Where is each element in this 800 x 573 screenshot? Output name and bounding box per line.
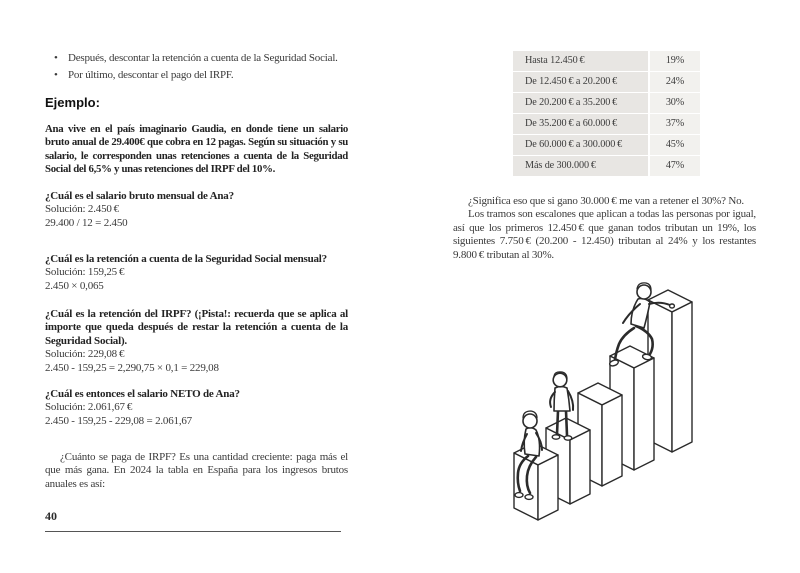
bullet-icon: • bbox=[54, 52, 58, 64]
bullet-icon: • bbox=[54, 69, 58, 82]
rate-cell: 30% bbox=[650, 93, 700, 113]
rate-cell: 37% bbox=[650, 114, 700, 134]
rate-cell: 19% bbox=[650, 51, 700, 71]
question-text: ¿Cuál es entonces el salario NETO de Ana? bbox=[45, 388, 240, 400]
bracket-cell: De 35.200 € a 60.000 € bbox=[513, 114, 648, 134]
question-block-1 bbox=[45, 190, 348, 230]
bracket-cell: De 20.200 € a 35.200 € bbox=[513, 93, 648, 113]
question-text: ¿Cuál es la retención del IRPF? (¡Pista!: recuerda que se aplica al importe que queda después de restar la retención a cuenta de la Seguridad Social). bbox=[45, 308, 348, 347]
bracket-cell: De 12.450 € a 20.200 € bbox=[513, 72, 648, 92]
footer-rule bbox=[45, 531, 341, 532]
bracket-cell: Hasta 12.450 € bbox=[513, 51, 648, 71]
rate-cell: 45% bbox=[650, 135, 700, 155]
rate-cell: 24% bbox=[650, 72, 700, 92]
solution-text: Solución: 2.061,67 € bbox=[45, 401, 133, 414]
bullet-text: Después, descontar la retención a cuenta de la Seguridad Social. bbox=[68, 52, 338, 64]
solution-text: Solución: 2.450 € bbox=[45, 203, 119, 216]
list-item bbox=[45, 50, 348, 67]
formula-text: 2.450 - 159,25 - 229,08 = 2.061,67 bbox=[45, 414, 192, 427]
stairs-climbing-illustration bbox=[490, 280, 740, 572]
table-row bbox=[513, 156, 700, 176]
bracket-cell: De 60.000 € a 300.000 € bbox=[513, 135, 648, 155]
table-row bbox=[513, 93, 700, 113]
question-block-3 bbox=[45, 308, 348, 375]
list-item bbox=[45, 67, 348, 84]
bullet-list bbox=[45, 50, 348, 85]
formula-text: 2.450 - 159,25 = 2,290,75 × 0,1 = 229,08 bbox=[45, 361, 219, 374]
table-row bbox=[513, 51, 700, 71]
solution-text: Solución: 159,25 € bbox=[45, 266, 125, 279]
question-block-2 bbox=[45, 253, 348, 293]
rate-cell: 47% bbox=[650, 156, 700, 176]
table-row bbox=[513, 135, 700, 155]
formula-text: 29.400 / 12 = 2.450 bbox=[45, 216, 128, 229]
intro-paragraph: Ana vive en el país imaginario Gaudia, en donde tiene un salario bruto anual de 29.400€ que cobra en 12 pagas. Según su situación y su salario, le corresponden unas retenciones a cuenta de la Seguridad Social del 6,5% y unas retenciones del IRPF del 10%. bbox=[45, 123, 348, 176]
explanation-text bbox=[453, 195, 756, 262]
section-heading: Ejemplo: bbox=[45, 95, 100, 110]
table-row bbox=[513, 114, 700, 134]
solution-text: Solución: 229,08 € bbox=[45, 348, 125, 361]
irpf-bracket-table bbox=[513, 51, 700, 177]
paragraph: Los tramos son escalones que aplican a todas las personas por igual, así que los primeros 12.450 € que ganan todos tributan un 19%, los siguientes 7.750 € (20.200 - 12.450) tributan al 24% y los restantes 9.800 € tributan al 30%. bbox=[453, 208, 756, 261]
closing-paragraph: ¿Cuánto se paga de IRPF? Es una cantidad creciente: paga más el que más gana. En 2024 la tabla en España para los ingresos brutos anuales es así: bbox=[45, 451, 348, 490]
question-text: ¿Cuál es el salario bruto mensual de Ana? bbox=[45, 190, 234, 202]
table-row bbox=[513, 72, 700, 92]
page-number: 40 bbox=[45, 509, 57, 523]
paragraph: ¿Significa eso que si gano 30.000 € me van a retener el 30%? No. bbox=[468, 195, 744, 207]
bracket-cell: Más de 300.000 € bbox=[513, 156, 648, 176]
bullet-text: Por último, descontar el pago del IRPF. bbox=[68, 69, 234, 82]
formula-text: 2.450 × 0,065 bbox=[45, 279, 104, 292]
question-text: ¿Cuál es la retención a cuenta de la Seguridad Social mensual? bbox=[45, 253, 327, 265]
question-block-4 bbox=[45, 388, 348, 428]
